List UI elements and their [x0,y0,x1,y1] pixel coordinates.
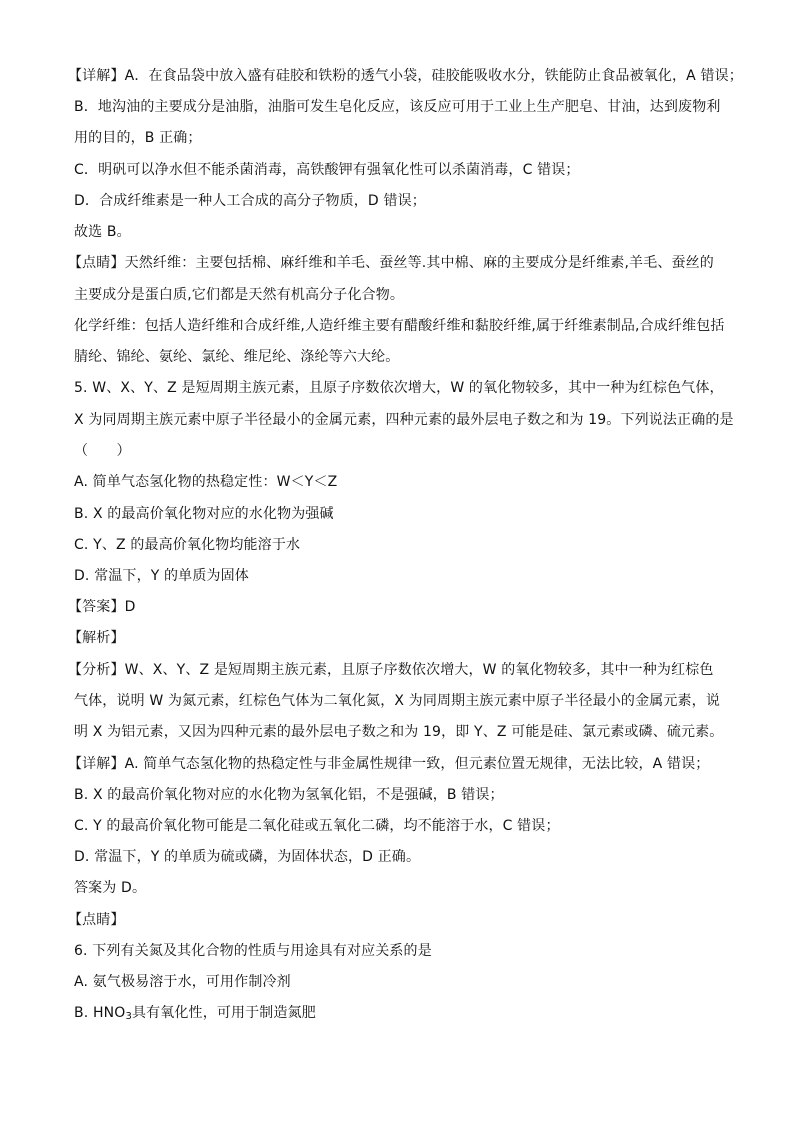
line-18: 【答案】D [68,599,136,615]
line-10: 腈纶、锦纶、氨纶、氯纶、维尼纶、涤纶等六大纶。 [74,349,400,365]
line-21: 气体，说明 W 为氮元素，红棕色气体为二氧化氮，X 为同周期主族元素中原子半径最小的金属元素，说 [74,693,720,709]
line-12: X 为同周期主族元素中原子半径最小的金属元素，四种元素的最外层电子数之和为 19。下列说法正确的是 [74,412,734,428]
line-1: 【详解】A．在食品袋中放入盛有硅胶和铁粉的透气小袋，硅胶能吸收水分，铁能防止食品被氧化，A 错误； [68,68,743,84]
line-15: B. X 的最高价氧化物对应的水化物为强碱 [74,506,334,522]
line-24: B. X 的最高价氧化物对应的水化物为氢氧化铝，不是强碱，B 错误； [74,787,504,803]
line-25: C. Y 的最高价氧化物可能是二氧化硅或五氧化二磷，均不能溶于水，C 错误； [74,818,560,834]
line-30: A. 氨气极易溶于水，可用作制冷剂 [74,974,291,990]
line-20: 【分析】W、X、Y、Z 是短周期主族元素，且原子序数依次增大，W 的氧化物较多，其中一种为红棕色 [68,662,714,678]
line-4: C．明矾可以净水但不能杀菌消毒，高铁酸钾有强氧化性可以杀菌消毒，C 错误； [74,162,580,178]
line-8: 主要成分是蛋白质,它们都是天然有机高分子化合物。 [74,287,405,303]
line-29: 6. 下列有关氮及其化合物的性质与用途具有对应关系的是 [74,943,432,959]
line-17: D. 常温下，Y 的单质为固体 [74,568,249,584]
line-16: C. Y、Z 的最高价氧化物均能溶于水 [74,537,301,553]
line-14: A. 简单气态氢化物的热稳定性：W＜Y＜Z [74,474,338,490]
line-3: 用的目的，B 正确； [74,130,202,146]
line-28: 【点睛】 [68,912,125,928]
line-5: D．合成纤维素是一种人工合成的高分子物质，D 错误； [74,193,426,209]
line-27: 答案为 D。 [74,880,147,896]
line-23: 【详解】A. 简单气态氢化物的热稳定性与非金属性规律一致，但元素位置无规律，无法比较，A 错误； [68,756,710,772]
line-31-suffix: 具有氧化性，可用于制造氮肥 [131,1005,316,1021]
line-11: 5. W、X、Y、Z 是短周期主族元素，且原子序数依次增大，W 的氧化物较多，其中一种为红棕色气体， [74,380,724,396]
line-22: 明 X 为铝元素，又因为四种元素的最外层电子数之和为 19，即 Y、Z 可能是硅、氯元素或磷、硫元素。 [74,724,724,740]
line-9: 化学纤维：包括人造纤维和合成纤维,人造纤维主要有醋酸纤维和黏胶纤维,属于纤维素制品,合成纤维包括 [74,318,725,334]
line-7: 【点睛】天然纤维：主要包括棉、麻纤维和羊毛、蚕丝等.其中棉、麻的主要成分是纤维素,羊毛、蚕丝的 [68,255,714,271]
line-31-subscript: 3 [125,1011,132,1022]
line-6: 故选 B。 [74,224,131,240]
line-19: 【解析】 [68,630,125,646]
line-13: （ ） [74,443,131,459]
line-31-prefix: B. HNO [74,1005,126,1021]
line-26: D. 常温下，Y 的单质为硫或磷，为固体状态，D 正确。 [74,849,421,865]
line-2: B．地沟油的主要成分是油脂，油脂可发生皂化反应，该反应可用于工业上生产肥皂、甘油，达到废物利 [74,99,721,115]
line-31 [74,1003,764,1027]
